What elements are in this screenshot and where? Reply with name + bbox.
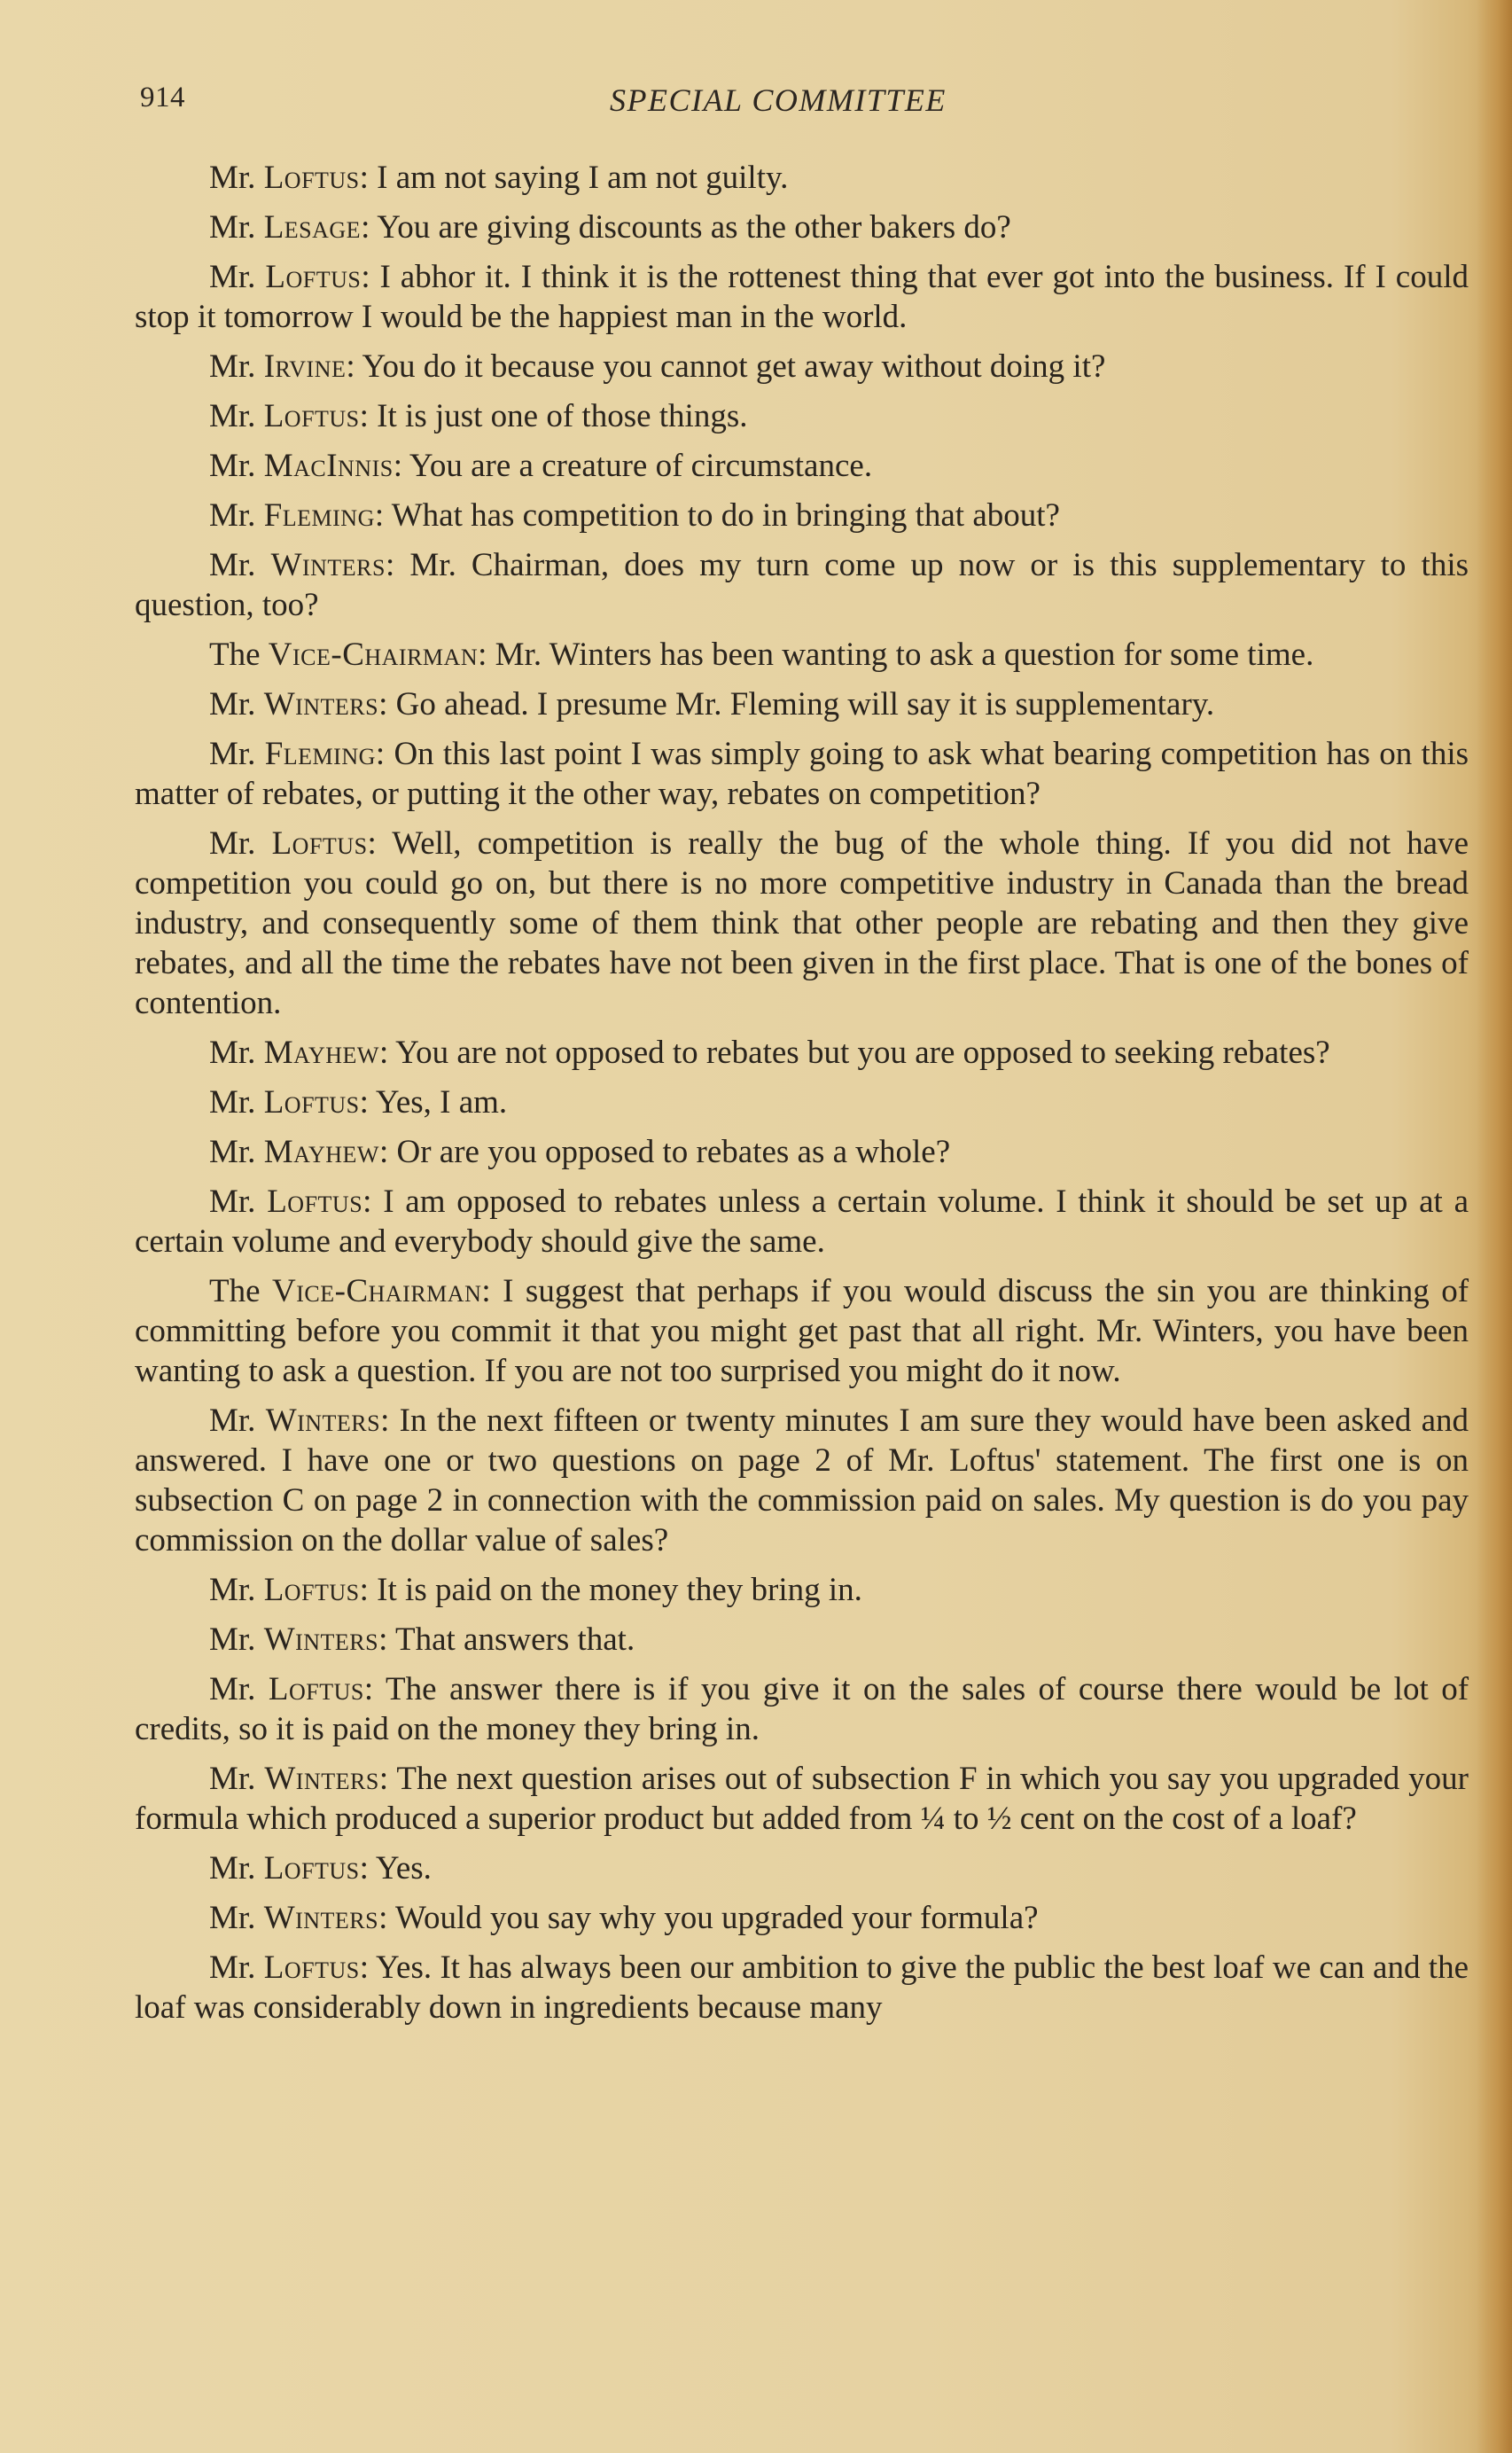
speaker-title: Mr. — [209, 497, 256, 534]
transcript-paragraph — [135, 496, 1469, 535]
speaker-name: Loftus — [268, 1671, 364, 1707]
speaker-title: Mr. — [209, 448, 256, 484]
transcript-body — [135, 158, 1469, 2037]
speech-text: : Yes. It has always been our ambition to give the public the best loaf we can and the loaf was considerably down in ingredients because many — [135, 1949, 1469, 2026]
speaker-title: Mr. — [209, 1621, 256, 1658]
speaker-title: Mr. — [209, 825, 256, 862]
speaker-title: Mr. — [209, 259, 256, 295]
speech-text: : Yes. — [359, 1850, 432, 1887]
speech-text: : You are a creature of circumstance. — [393, 448, 873, 484]
transcript-paragraph — [135, 347, 1469, 387]
speech-text: : The next question arises out of subsection F in which you say you upgraded your formula which produced a superior product but added from ¼ to ½ cent on the cost of a loaf? — [135, 1761, 1469, 1837]
speaker-name: Fleming — [264, 736, 376, 772]
transcript-paragraph — [135, 1948, 1469, 2027]
speech-text: : It is paid on the money they bring in. — [359, 1572, 862, 1608]
speaker-name: Winters — [264, 1761, 379, 1797]
speaker-name: Lesage — [263, 209, 362, 246]
speaker-name: Loftus — [263, 1949, 360, 1986]
speaker-title: Mr. — [209, 1402, 256, 1439]
speaker-name: Loftus — [263, 160, 360, 196]
transcript-paragraph — [135, 1759, 1469, 1839]
speech-text: : On this last point I was simply going to ask what bearing competition has on this matter of rebates, or putting it the other way, rebates on competition? — [135, 736, 1469, 812]
speech-text: : Yes, I am. — [359, 1084, 508, 1121]
speaker-name: Loftus — [265, 259, 362, 295]
speaker-title: Mr. — [209, 1900, 256, 1936]
speaker-title: Mr. — [209, 209, 256, 246]
transcript-paragraph — [135, 684, 1469, 724]
transcript-paragraph — [135, 1401, 1469, 1560]
speech-text: : I abhor it. I think it is the rottenest thing that ever got into the business. If I could stop it tomorrow I would be the happiest man in the world. — [135, 259, 1469, 335]
speaker-name: Loftus — [263, 1572, 360, 1608]
speaker-title: Mr. — [209, 1035, 256, 1071]
speech-text: : What has competition to do in bringing that about? — [374, 497, 1060, 534]
speaker-name: Mayhew — [263, 1035, 379, 1071]
speaker-title: Mr. — [209, 1949, 256, 1986]
speaker-name: MacInnis — [263, 448, 394, 484]
speaker-title: Mr. — [209, 547, 256, 583]
speaker-name: Winters — [265, 1402, 381, 1439]
speaker-title: Mr. — [209, 1134, 256, 1170]
speaker-name: Irvine — [263, 348, 347, 385]
speaker-name: Mayhew — [263, 1134, 379, 1170]
speaker-name: Vice-Chairman — [268, 637, 479, 673]
speaker-name: Winters — [263, 686, 379, 723]
speech-text: : You are not opposed to rebates but you are opposed to seeking rebates? — [378, 1035, 1330, 1071]
speech-text: : Go ahead. I presume Mr. Fleming will say it is supplementary. — [378, 686, 1215, 723]
speaker-name: Loftus — [263, 398, 360, 434]
speech-text: : Or are you opposed to rebates as a whole? — [378, 1134, 951, 1170]
speech-text: : I am opposed to rebates unless a certain volume. I think it should be set up at a certain volume and everybody should give the same. — [135, 1184, 1469, 1260]
transcript-paragraph — [135, 446, 1469, 486]
speaker-name: Winters — [263, 1621, 379, 1658]
transcript-paragraph — [135, 545, 1469, 625]
speaker-title: Mr. — [209, 736, 256, 772]
speaker-title: Mr. — [209, 160, 256, 196]
transcript-paragraph — [135, 1132, 1469, 1172]
speaker-title: Mr. — [209, 1572, 256, 1608]
running-head: SPECIAL COMMITTEE — [610, 82, 947, 118]
speech-text: : Mr. Chairman, does my turn come up now or is this supplementary to this question, too? — [135, 547, 1469, 623]
speech-text: : In the next fifteen or twenty minutes I am sure they would have been asked and answered. I have one or two questions on page 2 of Mr. Loftus' statement. The first one is on subsection C on page 2 in connection with the commission paid on sales. My question is do you pay commission on the dollar value of sales? — [135, 1402, 1469, 1559]
speaker-name: Loftus — [263, 1084, 360, 1121]
speaker-name: Fleming — [263, 497, 375, 534]
transcript-paragraph — [135, 1182, 1469, 1262]
speaker-name: Winters — [270, 547, 386, 583]
speaker-title: Mr. — [209, 1761, 256, 1797]
speech-text: : I am not saying I am not guilty. — [359, 160, 789, 196]
transcript-paragraph — [135, 1620, 1469, 1660]
page-edge-shading — [1477, 0, 1512, 2453]
page-number: 914 — [140, 82, 185, 113]
speaker-title: The — [209, 637, 261, 673]
transcript-paragraph — [135, 1570, 1469, 1610]
speech-text: : That answers that. — [378, 1621, 635, 1658]
transcript-paragraph — [135, 635, 1469, 675]
transcript-paragraph — [135, 1082, 1469, 1122]
speaker-title: Mr. — [209, 1671, 256, 1707]
speech-text: : Would you say why you upgraded your formula? — [378, 1900, 1039, 1936]
speaker-name: Loftus — [271, 825, 368, 862]
speaker-name: Loftus — [263, 1850, 360, 1887]
transcript-paragraph — [135, 734, 1469, 814]
transcript-paragraph — [135, 1271, 1469, 1391]
transcript-paragraph — [135, 1669, 1469, 1749]
transcript-paragraph — [135, 257, 1469, 337]
transcript-paragraph — [135, 824, 1469, 1023]
speaker-name: Loftus — [267, 1184, 363, 1220]
speaker-title: Mr. — [209, 1184, 256, 1220]
speaker-title: Mr. — [209, 348, 256, 385]
speech-text: : The answer there is if you give it on the sales of course there would be lot of credits, so it is paid on the money they bring in. — [135, 1671, 1469, 1747]
speech-text: : Mr. Winters has been wanting to ask a question for some time. — [478, 637, 1314, 673]
speech-text: : It is just one of those things. — [359, 398, 748, 434]
transcript-paragraph — [135, 158, 1469, 198]
speaker-title: Mr. — [209, 398, 256, 434]
speaker-name: Winters — [263, 1900, 379, 1936]
speaker-title: Mr. — [209, 1084, 256, 1121]
transcript-paragraph — [135, 1848, 1469, 1888]
transcript-paragraph — [135, 1033, 1469, 1073]
speech-text: : Well, competition is really the bug of the whole thing. If you did not have competition you could go on, but there is no more competitive industry in Canada than the bread industry, and consequently some of them think that other people are rebating and then they give rebates, and all the time the rebates have not been given in the first place. That is one of the bones of contention. — [135, 825, 1469, 1021]
transcript-paragraph — [135, 1898, 1469, 1938]
transcript-paragraph — [135, 396, 1469, 436]
speaker-title: The — [209, 1273, 261, 1309]
transcript-paragraph — [135, 207, 1469, 247]
page-header — [140, 82, 1469, 126]
speech-text: : You do it because you cannot get away without doing it? — [346, 348, 1106, 385]
speaker-title: Mr. — [209, 1850, 256, 1887]
speech-text: : You are giving discounts as the other bakers do? — [361, 209, 1011, 246]
speech-text: : I suggest that perhaps if you would discuss the sin you are thinking of committing before you commit it that you might get past that all right. Mr. Winters, you have been wanting to ask a question. If you are not too surprised you might do it now. — [135, 1273, 1469, 1389]
speaker-title: Mr. — [209, 686, 256, 723]
speaker-name: Vice-Chairman — [272, 1273, 482, 1309]
